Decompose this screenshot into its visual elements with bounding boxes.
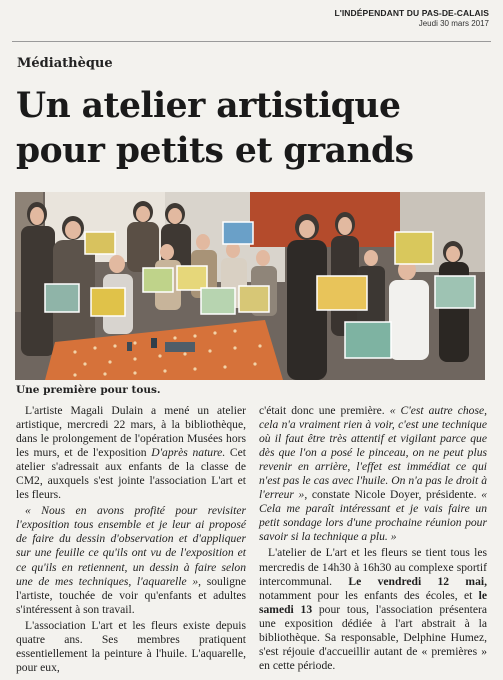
text-run: pour tous, l'association présentera une exposition dédiée à l'art abstrait à la bibliothèque. Sa responsable, Delphine Humez, s'est réjouie d'accueillir autant de « premières » en cette période.: [259, 602, 488, 672]
header-rule: [12, 41, 491, 42]
newspaper-name: L'INDÉPENDANT DU PAS-DE-CALAIS: [334, 8, 489, 18]
exhibition-title: D'après nature.: [151, 446, 226, 460]
text-run: L'artiste Magali Dulain a mené un atelier artistique, mercredi 22 mars, à la bibliothèque, dans le prolongement de l'opération Musées hors les murs, et de l'exposition: [16, 404, 246, 460]
text-run: , constate Nicole Doyer, présidente.: [304, 488, 482, 502]
article-headline: [16, 84, 486, 174]
paragraph-4: [259, 404, 487, 544]
text-run: notamment pour les enfants des écoles, et: [259, 588, 479, 602]
president-quote: « C'est autre chose, cela n'a vraiment rien à voir, c'est une technique où il faut être très attentif et vigilant parce que dès que l'on a posé le pinceau, on ne peut plus revenir en arrière, l'effet est immédiat ce qui n'est pas le cas avec l'huile. On n'a pas le droit à l'erreur »: [259, 404, 488, 502]
group-photo-illustration: [15, 192, 485, 380]
text-run: c'était donc une première.: [259, 404, 390, 417]
paragraph-2: [16, 504, 246, 616]
article-column-right: [259, 404, 487, 673]
text-run: L'atelier de L'art et les fleurs se tient tous les mercredis de 14h30 à 16h30 au complexe sportif intercommunal.: [259, 546, 487, 588]
photo-caption: Une première pour tous.: [16, 384, 161, 396]
masthead: [334, 8, 489, 28]
paragraph-3: L'association L'art et les fleurs existe depuis quatre ans. Ses membres pratiquent essentiellement la peinture à l'huile. L'aquarelle, pour eux,: [16, 618, 246, 674]
headline-line-1: Un atelier artistique: [16, 86, 401, 126]
section-rubric: Médiathèque: [17, 56, 113, 71]
paragraph-1: [16, 404, 246, 502]
event-date-2: le samedi 13: [259, 588, 487, 616]
article-photo: [15, 192, 485, 380]
president-quote-2: « Cela me paraît intéressant et je vais faire un petit sondage lors d'une prochaine réunion pour savoir si la technique a plu. »: [259, 488, 487, 544]
paragraph-5: [259, 546, 487, 672]
text-run: , souligne l'artiste, touchée de voir qu'enfants et adultes s'intéressent à son travail.: [16, 574, 246, 616]
headline-line-2: pour petits et grands: [16, 131, 414, 171]
artist-quote: « Nous en avons profité pour revisiter l'exposition tous ensemble et je leur ai proposé de faire du dessin d'observation et d'appliquer sur une feuille ce qu'ils ont vu de l'exposition et ce qu'ils en retiennent, un dessin à faire selon une de mes techniques, l'aquarelle »: [16, 504, 246, 588]
event-date-1: Le vendredi 12 mai,: [348, 574, 487, 588]
article-column-left: [16, 404, 246, 675]
publication-date: Jeudi 30 mars 2017: [418, 19, 489, 28]
red-door: [250, 192, 400, 247]
text-run: Cet atelier s'adressait aux enfants de la classe de CM2, auxquels s'est jointe l'association L'art et les fleurs.: [16, 446, 246, 502]
